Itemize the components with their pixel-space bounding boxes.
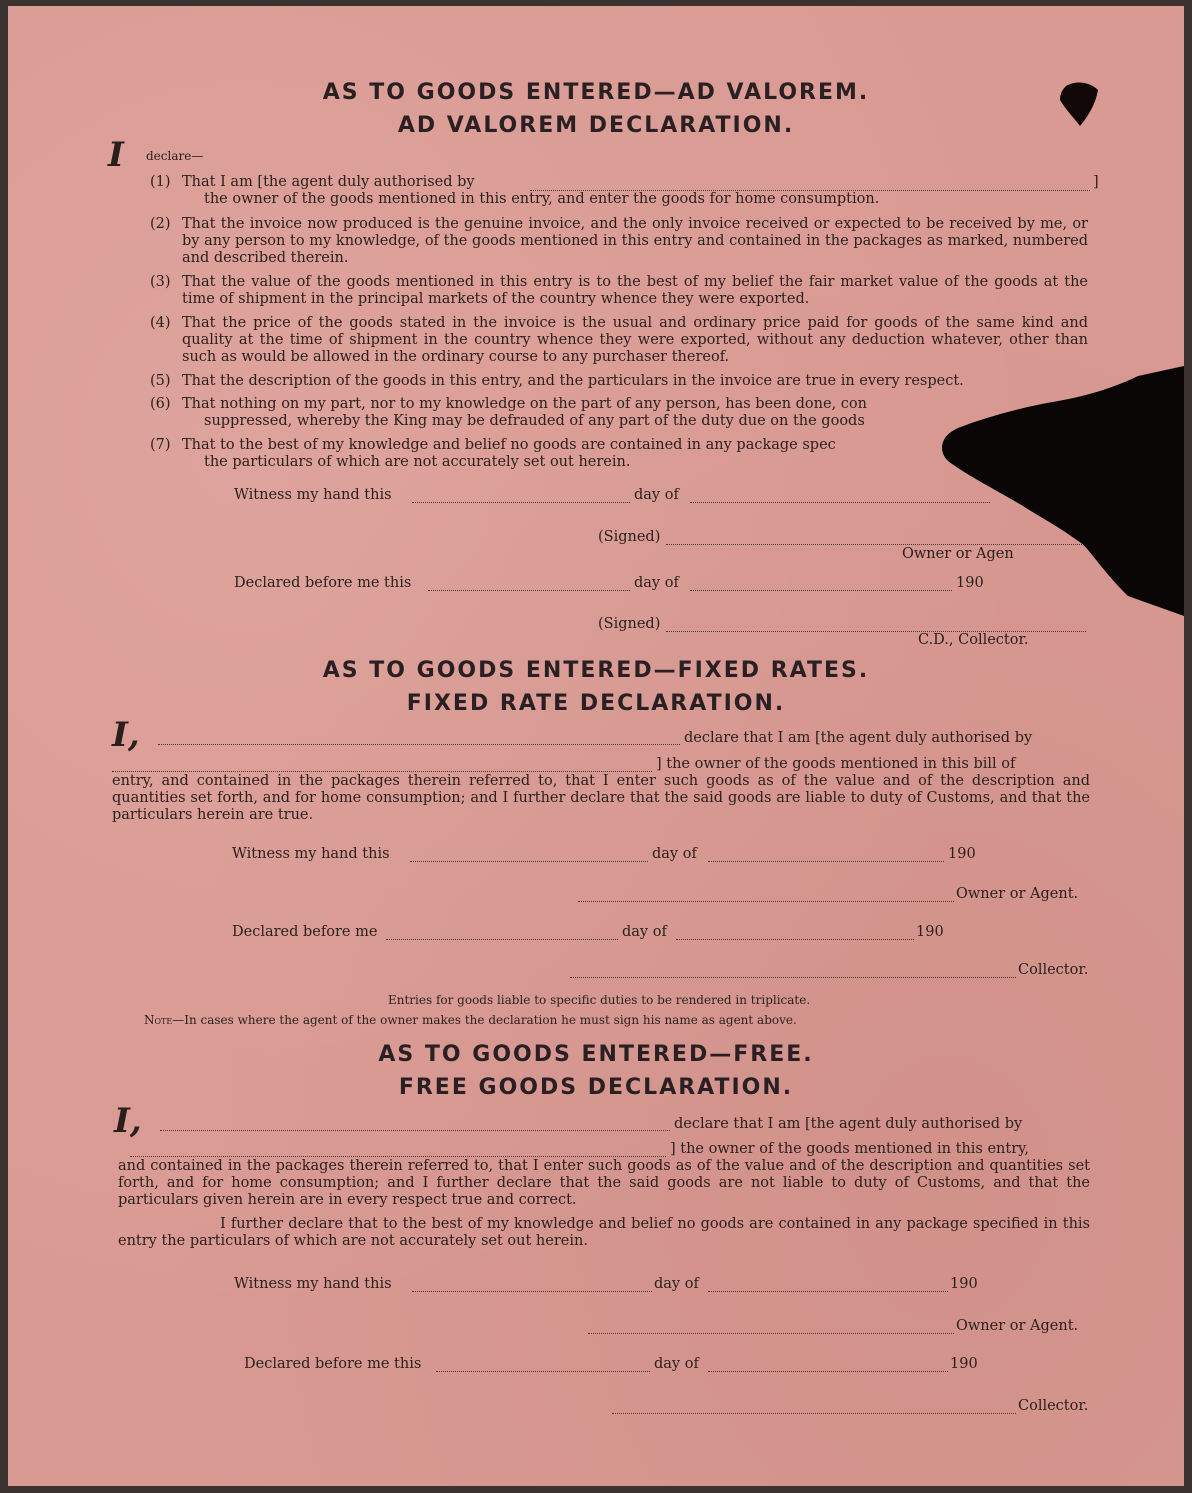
item-1-line1: That I am [the agent duly authorised by (182, 174, 475, 190)
fg-witness-day-blank[interactable] (412, 1291, 652, 1292)
fr-witness-year: 190 (948, 846, 976, 862)
fr-collector-blank[interactable] (570, 977, 1016, 978)
ad-valorem-subtitle: AD VALOREM DECLARATION. (397, 113, 795, 138)
fr-note-label: Note (144, 1013, 173, 1027)
item-1-num: (1) (150, 174, 171, 190)
fixed-body: entry, and contained in the packages therein referred to, that I enter such goods as of the value and of the description and quantities set forth, and for home consumption; and I further declare that the said goods are liable to duty of Customs, and that the particulars herein are true. (112, 773, 1090, 823)
fg-witness-year: 190 (950, 1276, 978, 1292)
free-subtitle: FREE GOODS DECLARATION. (398, 1075, 794, 1100)
fr-declared-day-blank[interactable] (386, 939, 618, 940)
item-3-text: That the value of the goods mentioned in this entry is to the best of my belief the fair market value of the goods at the time of shipment in the principal markets of the country whence they were exported. (182, 274, 1088, 307)
fixed-owner-line: ] the owner of the goods mentioned in this bill of (656, 756, 1016, 772)
item-6-text: That nothing on my part, nor to my knowledge on the part of any person, has been done, con (182, 396, 867, 412)
fr-declared-month-blank[interactable] (676, 939, 914, 940)
av-signed2-label: (Signed) (598, 616, 661, 632)
free-body: and contained in the packages therein referred to, that I enter such goods as of the value and of the description and quantities set forth, and for home consumption; and I further declare that the said goods are not liable to duty of Customs, and that the particulars given herein are in every respect true and correct. (118, 1158, 1090, 1208)
fr-note (144, 1012, 797, 1029)
fr-declared-year: 190 (916, 924, 944, 940)
ad-valorem-title: AS TO GOODS ENTERED—AD VALOREM. (322, 80, 870, 105)
fr-witness-day-blank[interactable] (410, 861, 648, 862)
fr-witness-dayof: day of (652, 846, 697, 862)
av-signed-label: (Signed) (598, 529, 661, 545)
fixed-rates-subtitle: FIXED RATE DECLARATION. (406, 691, 786, 716)
customs-declaration-page (8, 6, 1184, 1486)
item-2-text (182, 216, 1088, 267)
av-declared-year: 190 (956, 575, 984, 591)
av-declared-dayof: day of (634, 575, 679, 591)
item-6-line2: suppressed, whereby the King may be defrauded of any part of the duty due on the goods (204, 413, 865, 429)
item-2-num: (2) (150, 216, 171, 232)
fg-declared-year: 190 (950, 1356, 978, 1372)
fr-note-text: —In cases where the agent of the owner makes the declaration he must sign his name as agent above. (172, 1013, 797, 1027)
fg-declared-month-blank[interactable] (708, 1371, 948, 1372)
fg-owner-agent: Owner or Agent. (956, 1318, 1079, 1334)
fg-collector: Collector. (1018, 1398, 1089, 1414)
ad-valorem-declare: declare— (146, 149, 204, 163)
fixed-agent-blank[interactable] (112, 771, 652, 772)
tear-mark (1056, 78, 1102, 130)
free-agent-blank[interactable] (130, 1156, 666, 1157)
fr-collector: Collector. (1018, 962, 1089, 978)
item-5-text: That the description of the goods in this entry, and the particulars in the invoice are true in every respect. (182, 373, 964, 389)
free-further: I further declare that to the best of my knowledge and belief no goods are contained in any package specified in this entry the particulars of which are not accurately set out herein. (118, 1216, 1090, 1249)
av-witness-label: Witness my hand this (234, 487, 392, 503)
free-name-blank[interactable] (160, 1130, 670, 1131)
item-1-rest: the owner of the goods mentioned in this entry, and enter the goods for home consumption. (204, 191, 880, 207)
fg-collector-blank[interactable] (612, 1413, 1016, 1414)
fr-declared-label: Declared before me (232, 924, 378, 940)
fg-witness-month-blank[interactable] (708, 1291, 948, 1292)
av-declared-month-blank[interactable] (690, 590, 952, 591)
ad-valorem-initial: I (108, 135, 124, 175)
free-initial: I, (114, 1101, 142, 1141)
fg-owner-blank[interactable] (588, 1333, 954, 1334)
item-4-text: That the price of the goods stated in the invoice is the usual and ordinary price paid for goods of the same kind and quality at the time of shipment in the country whence they were exported, without any deduction whatever, other than such as would be allowed in the ordinary course to any purchaser thereof. (182, 315, 1088, 365)
fg-witness-dayof: day of (654, 1276, 699, 1292)
item-7-num: (7) (150, 437, 171, 453)
av-owner-agent: Owner or Agen (902, 546, 1014, 562)
item-4-num: (4) (150, 315, 171, 331)
fixed-declare-line: declare that I am [the agent duly authorised by (684, 730, 1033, 746)
item-7-line2: the particulars of which are not accurately set out herein. (204, 454, 631, 470)
av-witness-dayof: day of (634, 487, 679, 503)
fr-owner-agent: Owner or Agent. (956, 886, 1079, 902)
av-declared-day-blank[interactable] (428, 590, 630, 591)
burn-damage (928, 366, 1184, 616)
free-title: AS TO GOODS ENTERED—FREE. (378, 1042, 814, 1067)
item-3-num: (3) (150, 274, 171, 290)
item-2-body: That the invoice now produced is the genuine invoice, and the only invoice received or expected to be received by me, or by any person to my knowledge, of the goods mentioned in this entry and contained in the packages as marked, numbered and described therein. (182, 216, 1088, 266)
item-6-num: (6) (150, 396, 171, 412)
av-collector: C.D., Collector. (918, 632, 1029, 648)
fg-declared-day-blank[interactable] (436, 1371, 650, 1372)
fg-declared-label: Declared before me this (244, 1356, 422, 1372)
item-7-text: That to the best of my knowledge and belief no goods are contained in any package spec (182, 437, 836, 453)
free-owner-line: ] the owner of the goods mentioned in this entry, (670, 1141, 1030, 1157)
fr-owner-blank[interactable] (578, 901, 954, 902)
fr-declared-dayof: day of (622, 924, 667, 940)
av-declared-label: Declared before me this (234, 575, 412, 591)
item-5-num: (5) (150, 373, 171, 389)
fixed-name-blank[interactable] (158, 744, 680, 745)
av-witness-day-blank[interactable] (412, 502, 630, 503)
fr-witness-month-blank[interactable] (708, 861, 944, 862)
fixed-initial: I, (112, 715, 140, 755)
free-declare-line: declare that I am [the agent duly authorised by (674, 1116, 1023, 1132)
fg-witness-label: Witness my hand this (234, 1276, 392, 1292)
fr-note-entries: Entries for goods liable to specific duties to be rendered in triplicate. (388, 993, 811, 1007)
item-1-bracket: ] (1093, 174, 1099, 190)
fg-declared-dayof: day of (654, 1356, 699, 1372)
fr-witness-label: Witness my hand this (232, 846, 390, 862)
fixed-rates-title: AS TO GOODS ENTERED—FIXED RATES. (322, 658, 870, 683)
